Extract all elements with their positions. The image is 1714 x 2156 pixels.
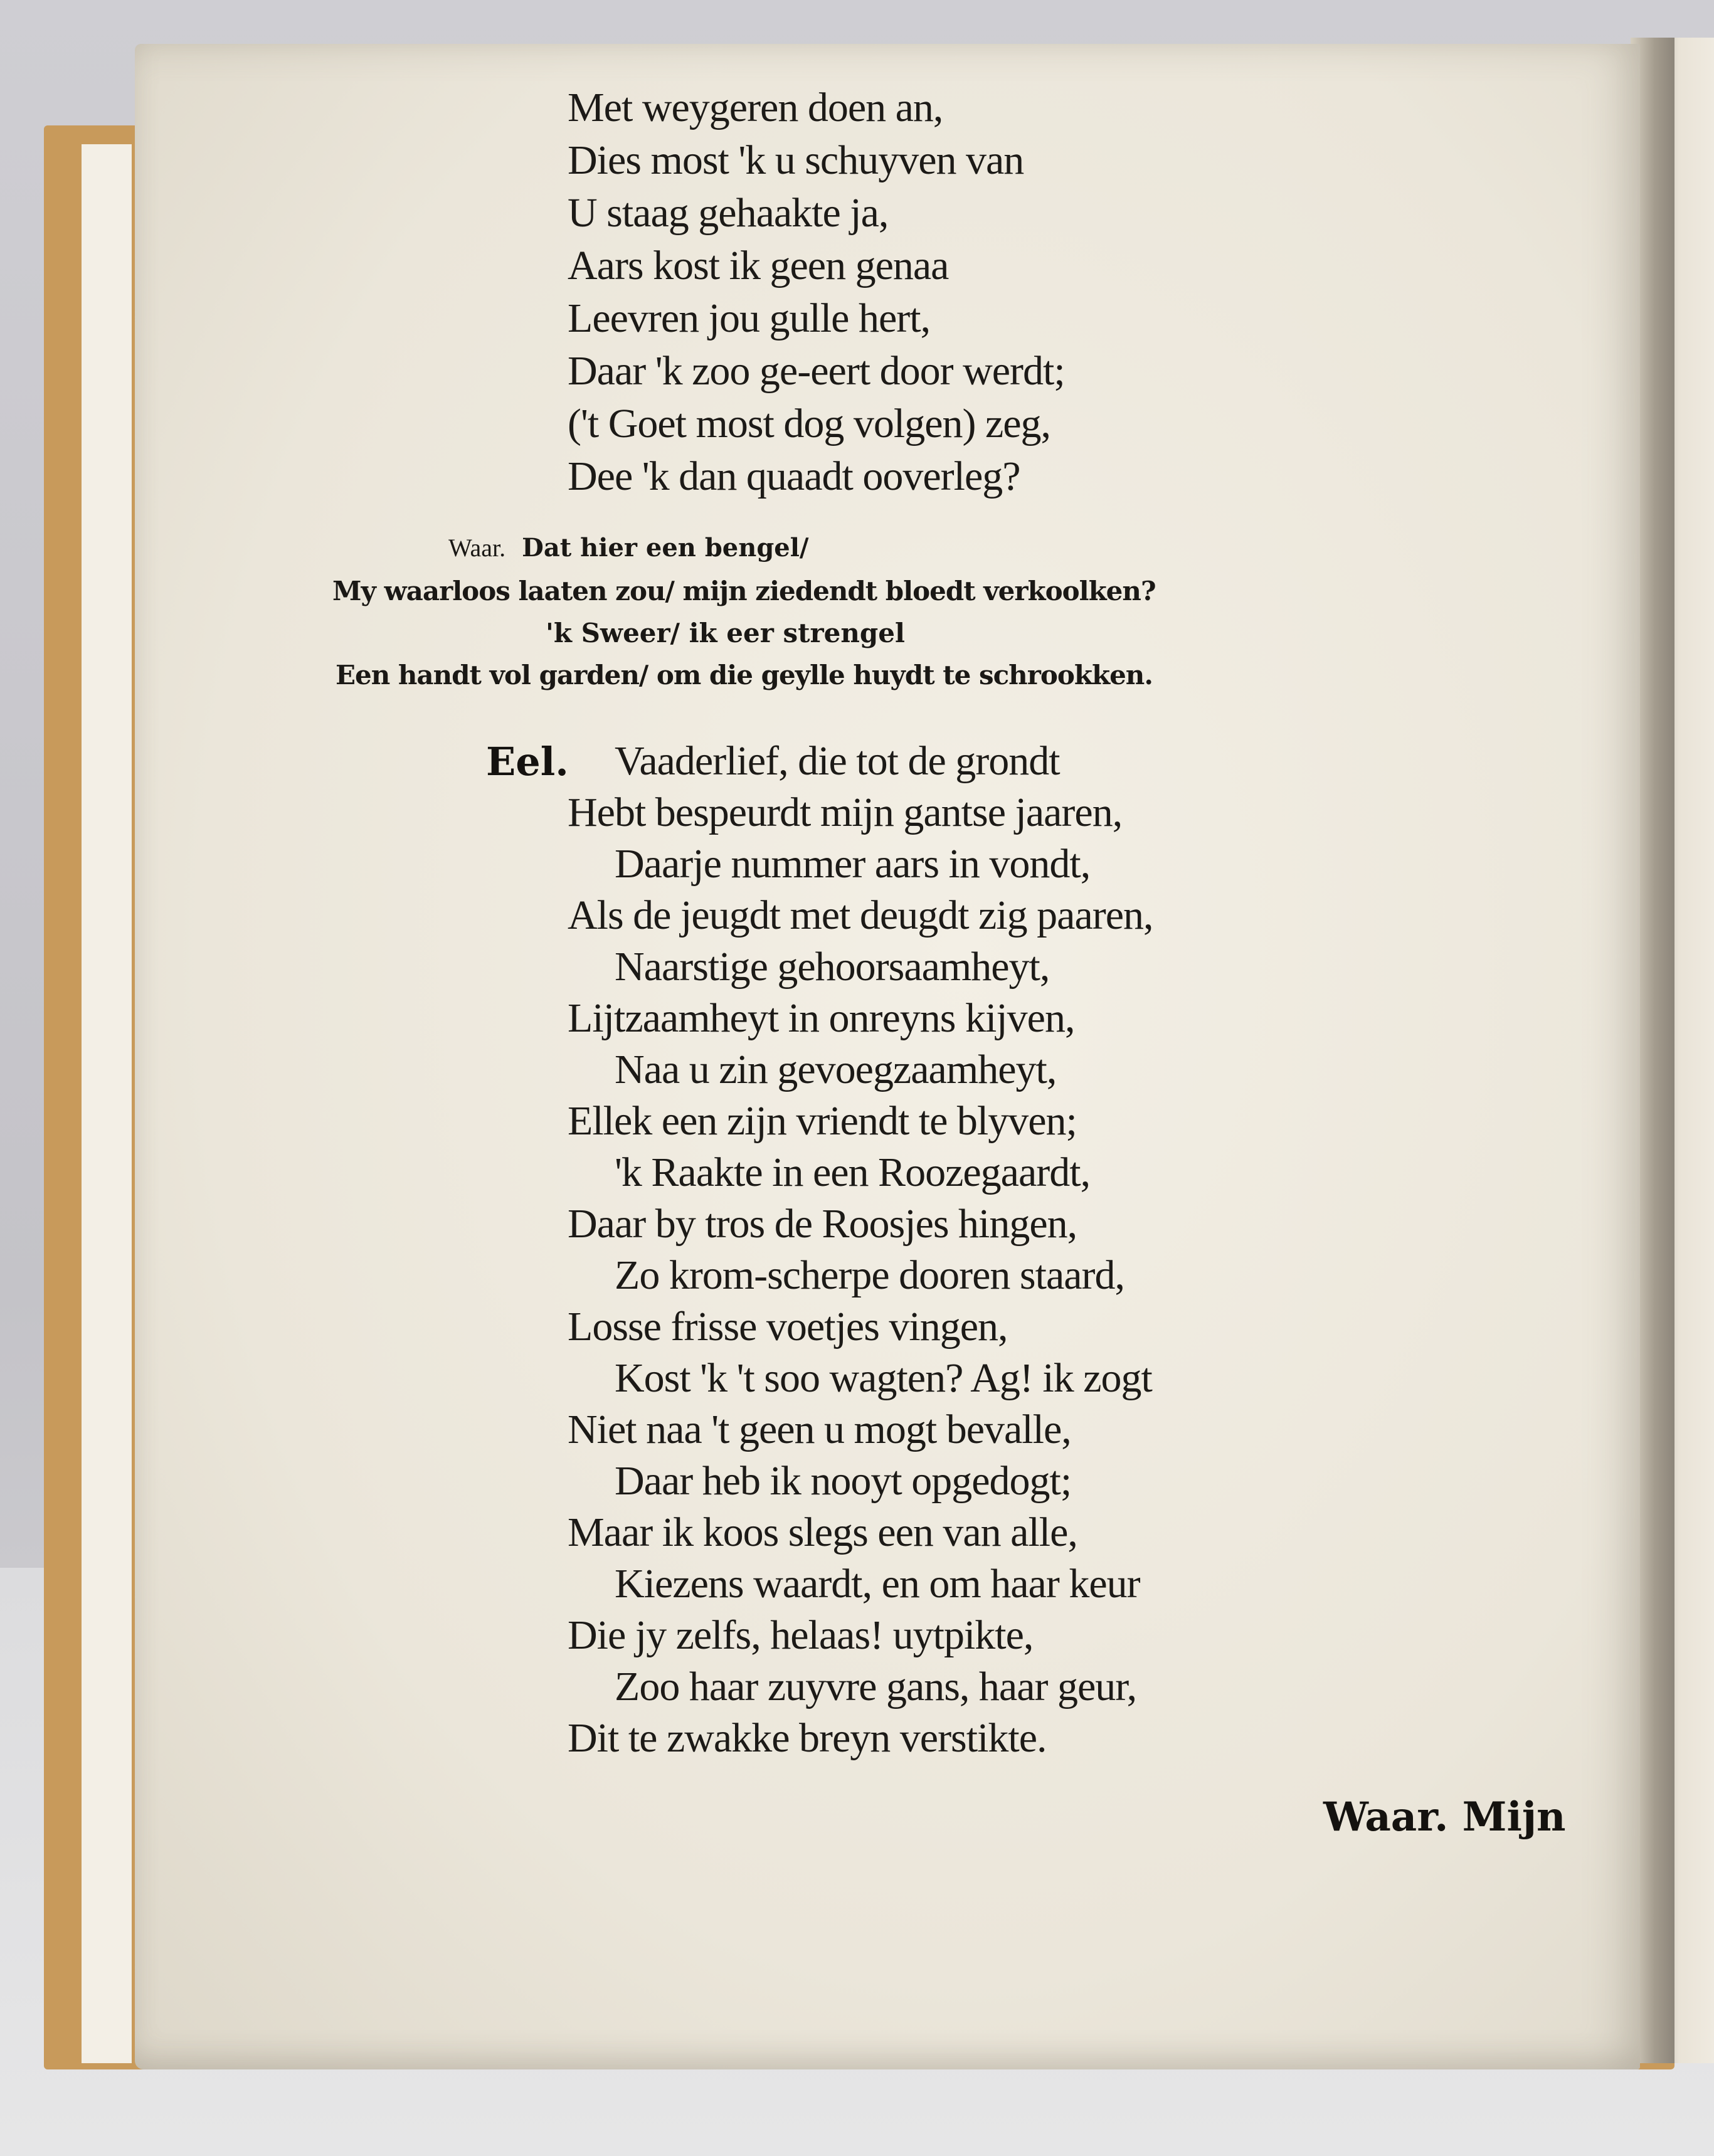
verse-line: Leevren jou gulle hert,: [568, 295, 931, 341]
verse-line: Aars kost ik geen genaa: [568, 243, 949, 288]
verse-line: Dies most 'k u schuyven van: [568, 137, 1024, 183]
verse-line: Lijtzaamheyt in onreyns kijven,: [568, 995, 1075, 1041]
book-page: [135, 44, 1640, 2069]
verse-line: U staag gehaakte ja,: [568, 190, 889, 236]
page-edges: [82, 144, 132, 2063]
verse-line: ('t Goet most dog volgen) zeg,: [568, 401, 1051, 447]
verse-line: Kiezens waardt, en om haar keur: [615, 1561, 1140, 1607]
speaker-label-eel: Eel.: [486, 739, 569, 785]
verse-block-top: [568, 82, 1065, 503]
verse-line: Zo krom-scherpe dooren staard,: [615, 1252, 1125, 1298]
blackletter-line: Een handt vol garden/ om die geylle huydt te schrookken.: [336, 660, 1153, 690]
verse-line: Kost 'k 't soo wagten? Ag! ik zogt: [615, 1355, 1152, 1401]
verse-line: Vaaderlief, die tot de grondt: [615, 738, 1060, 784]
verse-line: Hebt bespeurdt mijn gantse jaaren,: [568, 790, 1123, 835]
verse-line: Daarje nummer aars in vondt,: [615, 841, 1091, 887]
blackletter-line: [448, 533, 809, 563]
verse-line: Daar heb ik nooyt opgedogt;: [615, 1458, 1072, 1504]
verse-line: Daar 'k zoo ge-eert door werdt;: [568, 348, 1065, 394]
verse-line: Maar ik koos slegs een van alle,: [568, 1509, 1077, 1555]
verse-line: Ellek een zijn vriendt te blyven;: [568, 1098, 1077, 1144]
verse-line: Naarstige gehoorsaamheyt,: [615, 944, 1050, 990]
verse-line: Dit te zwakke breyn verstikte.: [568, 1715, 1047, 1761]
blackletter-text: Dat hier een bengel/: [522, 533, 809, 563]
verse-line: Naa u zin gevoegzaamheyt,: [615, 1047, 1057, 1092]
verse-line: Dee 'k dan quaadt ooverleg?: [568, 453, 1020, 499]
speaker-label-waar: Waar.: [448, 534, 506, 562]
catchword: Waar. Mijn: [1323, 1794, 1566, 1841]
verse-line: Die jy zelfs, helaas! uytpikte,: [568, 1612, 1034, 1658]
verse-line: Daar by tros de Roosjes hingen,: [568, 1201, 1077, 1247]
verse-line: Losse frisse voetjes vingen,: [568, 1304, 1008, 1350]
verse-line: Niet naa 't geen u mogt bevalle,: [568, 1407, 1071, 1452]
verse-block-eel: [568, 736, 1153, 1764]
verse-line: Met weygeren doen an,: [568, 85, 943, 130]
blackletter-line: 'k Sweer/ ik eer strengel: [546, 618, 905, 648]
verse-line: 'k Raakte in een Roozegaardt,: [615, 1149, 1091, 1195]
blackletter-line: My waarloos laaten zou/ mijn ziedendt bloedt verkoolken?: [332, 576, 1156, 606]
verse-line: Als de jeugdt met deugdt zig paaren,: [568, 892, 1153, 938]
verse-line: Zoo haar zuyvre gans, haar geur,: [615, 1664, 1137, 1709]
